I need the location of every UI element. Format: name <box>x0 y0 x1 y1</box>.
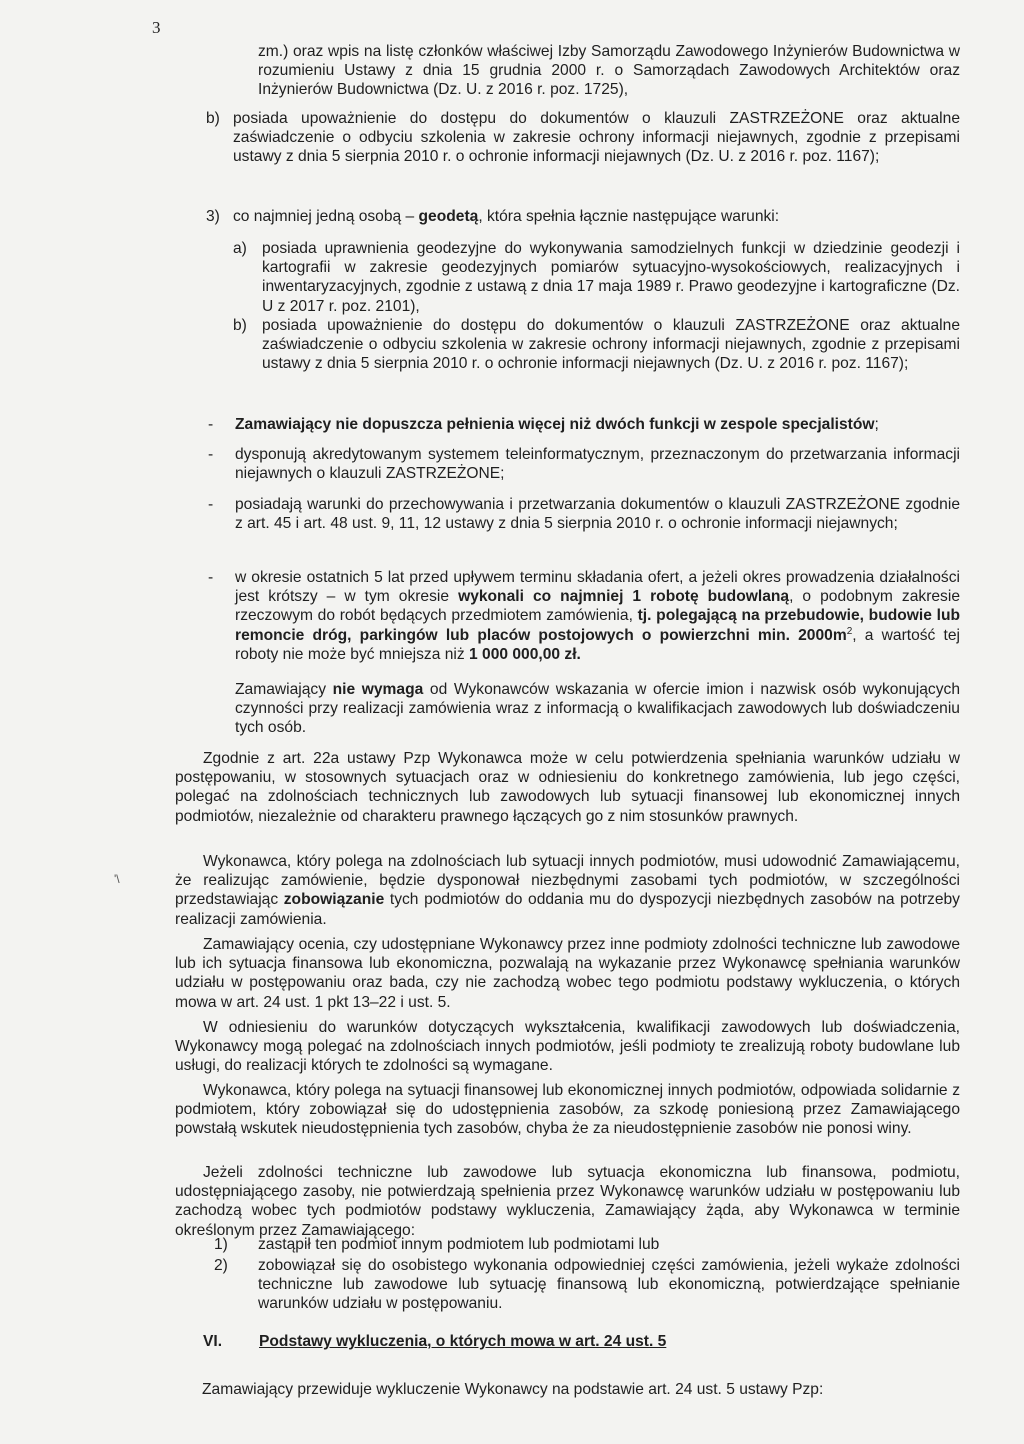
page-number: 3 <box>152 18 161 37</box>
paragraph-qualifications: W odniesieniu do warunków dotyczących wykształcenia, kwalifikacji zawodowych lub doświadczenia, Wykonawcy mogą polegać na zdolnościach innych podmiotów, jeśli podmioty te zrealizują roboty budowlane lub usługi, do realizacji których te zdolności są wymagane. <box>175 1019 960 1075</box>
list-item-2-text: zobowiązał się do osobistego wykonania odpowiedniej części zamówienia, jeżeli wykaże zdolności techniczne lub zawodowe lub sytuację finansową lub ekonomiczną, potwierdzające spełnianie warunków udziału w postępowaniu. <box>258 1257 960 1313</box>
stray-mark: '\ <box>114 872 120 886</box>
item-3-text: co najmniej jedną osobą – geodetą, która spełnia łącznie następujące warunki: <box>233 208 780 225</box>
item-3a-text: posiada uprawnienia geodezyjne do wykonywania samodzielnych funkcji w dziedzinie geodezji i kartografii w zakresie geodezyjnych pomiarów sytuacyjno-wysokościowych, realizacyjnych i inwentaryzacyjnych, zgodnie z ustawą z dnia 17 maja 1989 r. Prawo geodezyjne i kartograficzne (Dz. U z 2017 r. poz. 2101), <box>262 240 960 315</box>
dash-item-system: dysponują akredytowanym systemem teleinformatycznym, przeznaczonym do przetwarzania informacji niejawnych o klauzuli ZASTRZEŻONE; <box>235 446 960 483</box>
item-3b-text: posiada upoważnienie do dostępu do dokumentów o klauzuli ZASTRZEŻONE oraz aktualne zaświadczenie o odbyciu szkolenia w zakresie ochrony informacji niejawnych, zgodnie z przepisami ustawy z dnia 5 sierpnia 2010 r. o ochronie informacji niejawnych (Dz. U. z 2016 r. poz. 1167); <box>262 317 960 373</box>
no-names-requirement: Zamawiający nie wymaga od Wykonawców wskazania w ofercie imion i nazwisk osób wykonujących czynności przy realizacji zamówienia wraz z informacją o kwalifikacjach zawodowych lub doświadczeniu tych osób. <box>235 681 960 737</box>
paragraph-obligation: Wykonawca, który polega na zdolnościach lub sytuacji innych podmiotów, musi udowodnić Zamawiającemu, że realizując zamówienie, będzie dysponował niezbędnymi zasobami tych podmiotów, w szczególności przedstawiając zobowiązanie tych podmiotów do oddania mu do dyspozycji niezbędnych zasobów na potrzeby realizacji zamówienia. <box>175 853 960 928</box>
continuation-paragraph: zm.) oraz wpis na listę członków właściwej Izby Samorządu Zawodowego Inżynierów Budownictwa w rozumieniu Ustawy z dnia 15 grudnia 2000 r. o Samorządach Zawodowych Architektów oraz Inżynierów Budownictwa (Dz. U. z 2016 r. poz. 1725), <box>258 43 960 99</box>
section-heading: Podstawy wykluczenia, o których mowa w art. 24 ust. 5 <box>259 1333 667 1350</box>
dash-item-experience: w okresie ostatnich 5 lat przed upływem terminu składania ofert, a jeżeli okres prowadzenia działalności jest krótszy – w tym okresie wykonali co najmniej 1 robotę budowlaną, o podobnym zakresie rzeczowym do robót będących przedmiotem zamówienia, tj. polegającą na przebudowie, budowie lub remoncie dróg, parkingów lub placów postojowych o powierzchni min. $2000m^2$, a wartość tej roboty nie może być mniejsza niż 1 000 000,00 zł. <box>235 569 961 663</box>
item-3-label: 3) <box>206 208 220 225</box>
item-b-text: posiada upoważnienie do dostępu do dokumentów o klauzuli ZASTRZEŻONE oraz aktualne zaświadczenie o odbyciu szkolenia w zakresie ochrony informacji niejawnych, zgodnie z przepisami ustawy z dnia 5 sierpnia 2010 r. o ochronie informacji niejawnych (Dz. U. z 2016 r. poz. 1167); <box>233 110 960 166</box>
paragraph-resources: Jeżeli zdolności techniczne lub zawodowe lub sytuacja ekonomiczna lub finansowa, podmiotu, udostępniającego zasoby, nie potwierdzają spełnienia przez Wykonawcę warunków udziału w postępowaniu lub zachodzą wobec tych podmiotów podstawy wykluczenia, Zamawiający żąda, aby Wykonawca w terminie określonym przez Zamawiającego: <box>175 1164 960 1239</box>
dash-marker: - <box>208 496 214 513</box>
section-number: VI. <box>203 1333 223 1350</box>
paragraph-art22a: Zgodnie z art. 22a ustawy Pzp Wykonawca może w celu potwierdzenia spełniania warunków udziału w postępowaniu, w stosownych sytuacjach oraz w odniesieniu do konkretnego zamówienia, lub jego części, polegać na zdolnościach technicznych lub zawodowych lub sytuacji finansowej lub ekonomicznej innych podmiotów, niezależnie od charakteru prawnego łączących go z nim stosunków prawnych. <box>175 750 960 825</box>
item-b-label: b) <box>206 110 220 127</box>
paragraph-liability: Wykonawca, który polega na sytuacji finansowej lub ekonomicznej innych podmiotów, odpowiada solidarnie z podmiotem, który zobowiązał się do udostępnienia zasobów, za szkodę poniesioną przez Zamawiającego powstałą wskutek nieudostępnienia tych zasobów, chyba że za nieudostępnienie zasobów nie ponosi winy. <box>175 1082 960 1138</box>
dash-item-storage: posiadają warunki do przechowywania i przetwarzania dokumentów o klauzuli ZASTRZEŻONE zgodnie z art. 45 i art. 48 ust. 9, 11, 12 ustawy z dnia 5 sierpnia 2010 r. o ochronie informacji niejawnych; <box>235 496 960 533</box>
dash-marker: - <box>208 416 214 433</box>
item-3a-label: a) <box>233 240 247 257</box>
item-3b-label: b) <box>233 317 247 334</box>
paragraph-assessment: Zamawiający ocenia, czy udostępniane Wykonawcy przez inne podmioty zdolności techniczne lub zawodowe lub ich sytuacja finansowa lub ekonomiczna, pozwalają na wykazanie przez Wykonawcę spełniania warunków udziału w postępowaniu oraz bada, czy nie zachodzą wobec tego podmiotu podstawy wykluczenia, o których mowa w art. 24 ust. 1 pkt 13–22 i ust. 5. <box>175 936 960 1011</box>
dash-item-functions: Zamawiający nie dopuszcza pełnienia więcej niż dwóch funkcji w zespole specjalistów; <box>235 416 879 433</box>
list-item-2-label: 2) <box>214 1257 228 1274</box>
list-item-1-text: zastąpił ten podmiot innym podmiotem lub podmiotami lub <box>258 1236 660 1253</box>
list-item-1-label: 1) <box>214 1236 228 1253</box>
dash-marker: - <box>208 569 214 586</box>
dash-marker: - <box>208 446 214 463</box>
section-text: Zamawiający przewiduje wykluczenie Wykonawcy na podstawie art. 24 ust. 5 ustawy Pzp: <box>202 1381 824 1398</box>
